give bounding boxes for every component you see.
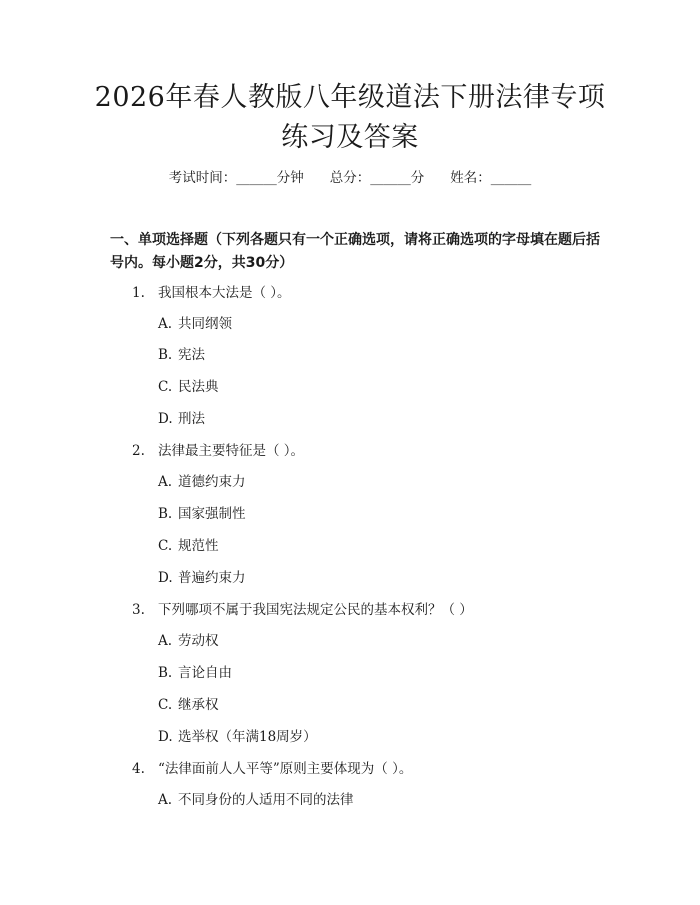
option-letter: A. <box>158 474 173 490</box>
score-label: 总分： <box>329 170 371 186</box>
score-unit: 分 <box>410 170 425 186</box>
question-number: 2. <box>132 443 145 459</box>
option-2d <box>158 568 246 588</box>
option-3d <box>158 727 317 747</box>
time-blank: ______ <box>236 170 277 186</box>
option-letter: C. <box>158 697 173 713</box>
option-letter: B. <box>158 347 173 363</box>
option-letter: D. <box>158 570 173 586</box>
document-title: 2026年春人教版八年级道法下册法律专项练习及答案 <box>94 82 606 153</box>
option-3a <box>158 631 219 651</box>
time-label: 考试时间： <box>168 170 237 186</box>
option-text: 普遍约束力 <box>178 570 246 586</box>
question-2 <box>132 441 304 461</box>
option-text: 宪法 <box>178 347 205 363</box>
time-unit: 分钟 <box>276 170 304 186</box>
option-3b <box>158 663 232 683</box>
option-text: 选举权（年满18周岁） <box>178 729 317 745</box>
question-number: 4. <box>132 761 145 777</box>
exam-meta <box>0 168 700 188</box>
option-letter: A. <box>158 633 173 649</box>
option-text: 不同身份的人适用不同的法律 <box>178 792 354 808</box>
option-text: 劳动权 <box>178 633 219 649</box>
option-1d <box>158 409 205 429</box>
question-text: 我国根本大法是（ ）。 <box>158 285 291 301</box>
name-label: 姓名： <box>450 170 491 186</box>
option-letter: C. <box>158 379 173 395</box>
option-text: 共同纲领 <box>178 316 232 332</box>
option-text: 继承权 <box>178 697 219 713</box>
option-1a <box>158 314 232 334</box>
option-letter: B. <box>158 665 173 681</box>
score-blank: ______ <box>370 170 411 186</box>
option-2b <box>158 504 246 524</box>
option-text: 道德约束力 <box>178 474 246 490</box>
option-letter: D. <box>158 729 173 745</box>
name-blank: ______ <box>490 170 532 186</box>
option-2a <box>158 472 246 492</box>
option-2c <box>158 536 219 556</box>
question-3 <box>132 600 473 620</box>
question-4 <box>132 759 412 779</box>
option-text: 规范性 <box>178 538 219 554</box>
question-text: 法律最主要特征是（ ）。 <box>158 443 305 459</box>
question-number: 1. <box>132 285 145 301</box>
option-1b <box>158 345 205 365</box>
option-4a <box>158 790 354 810</box>
question-number: 3. <box>132 602 145 618</box>
section-heading: 一、单项选择题（下列各题只有一个正确选项，请将正确选项的字母填在题后括号内。每小题2分，共30分） <box>110 232 600 271</box>
option-3c <box>158 695 219 715</box>
option-text: 国家强制性 <box>178 506 246 522</box>
option-letter: B. <box>158 506 173 522</box>
option-1c <box>158 377 219 397</box>
question-text: “法律面前人人平等”原则主要体现为（ ）。 <box>158 761 413 777</box>
option-letter: A. <box>158 792 173 808</box>
option-text: 言论自由 <box>178 665 232 681</box>
question-1 <box>132 283 291 303</box>
option-letter: C. <box>158 538 173 554</box>
question-text: 下列哪项不属于我国宪法规定公民的基本权利？（ ） <box>158 602 473 618</box>
option-letter: A. <box>158 316 173 332</box>
option-text: 民法典 <box>178 379 219 395</box>
option-letter: D. <box>158 411 173 427</box>
option-text: 刑法 <box>178 411 205 427</box>
